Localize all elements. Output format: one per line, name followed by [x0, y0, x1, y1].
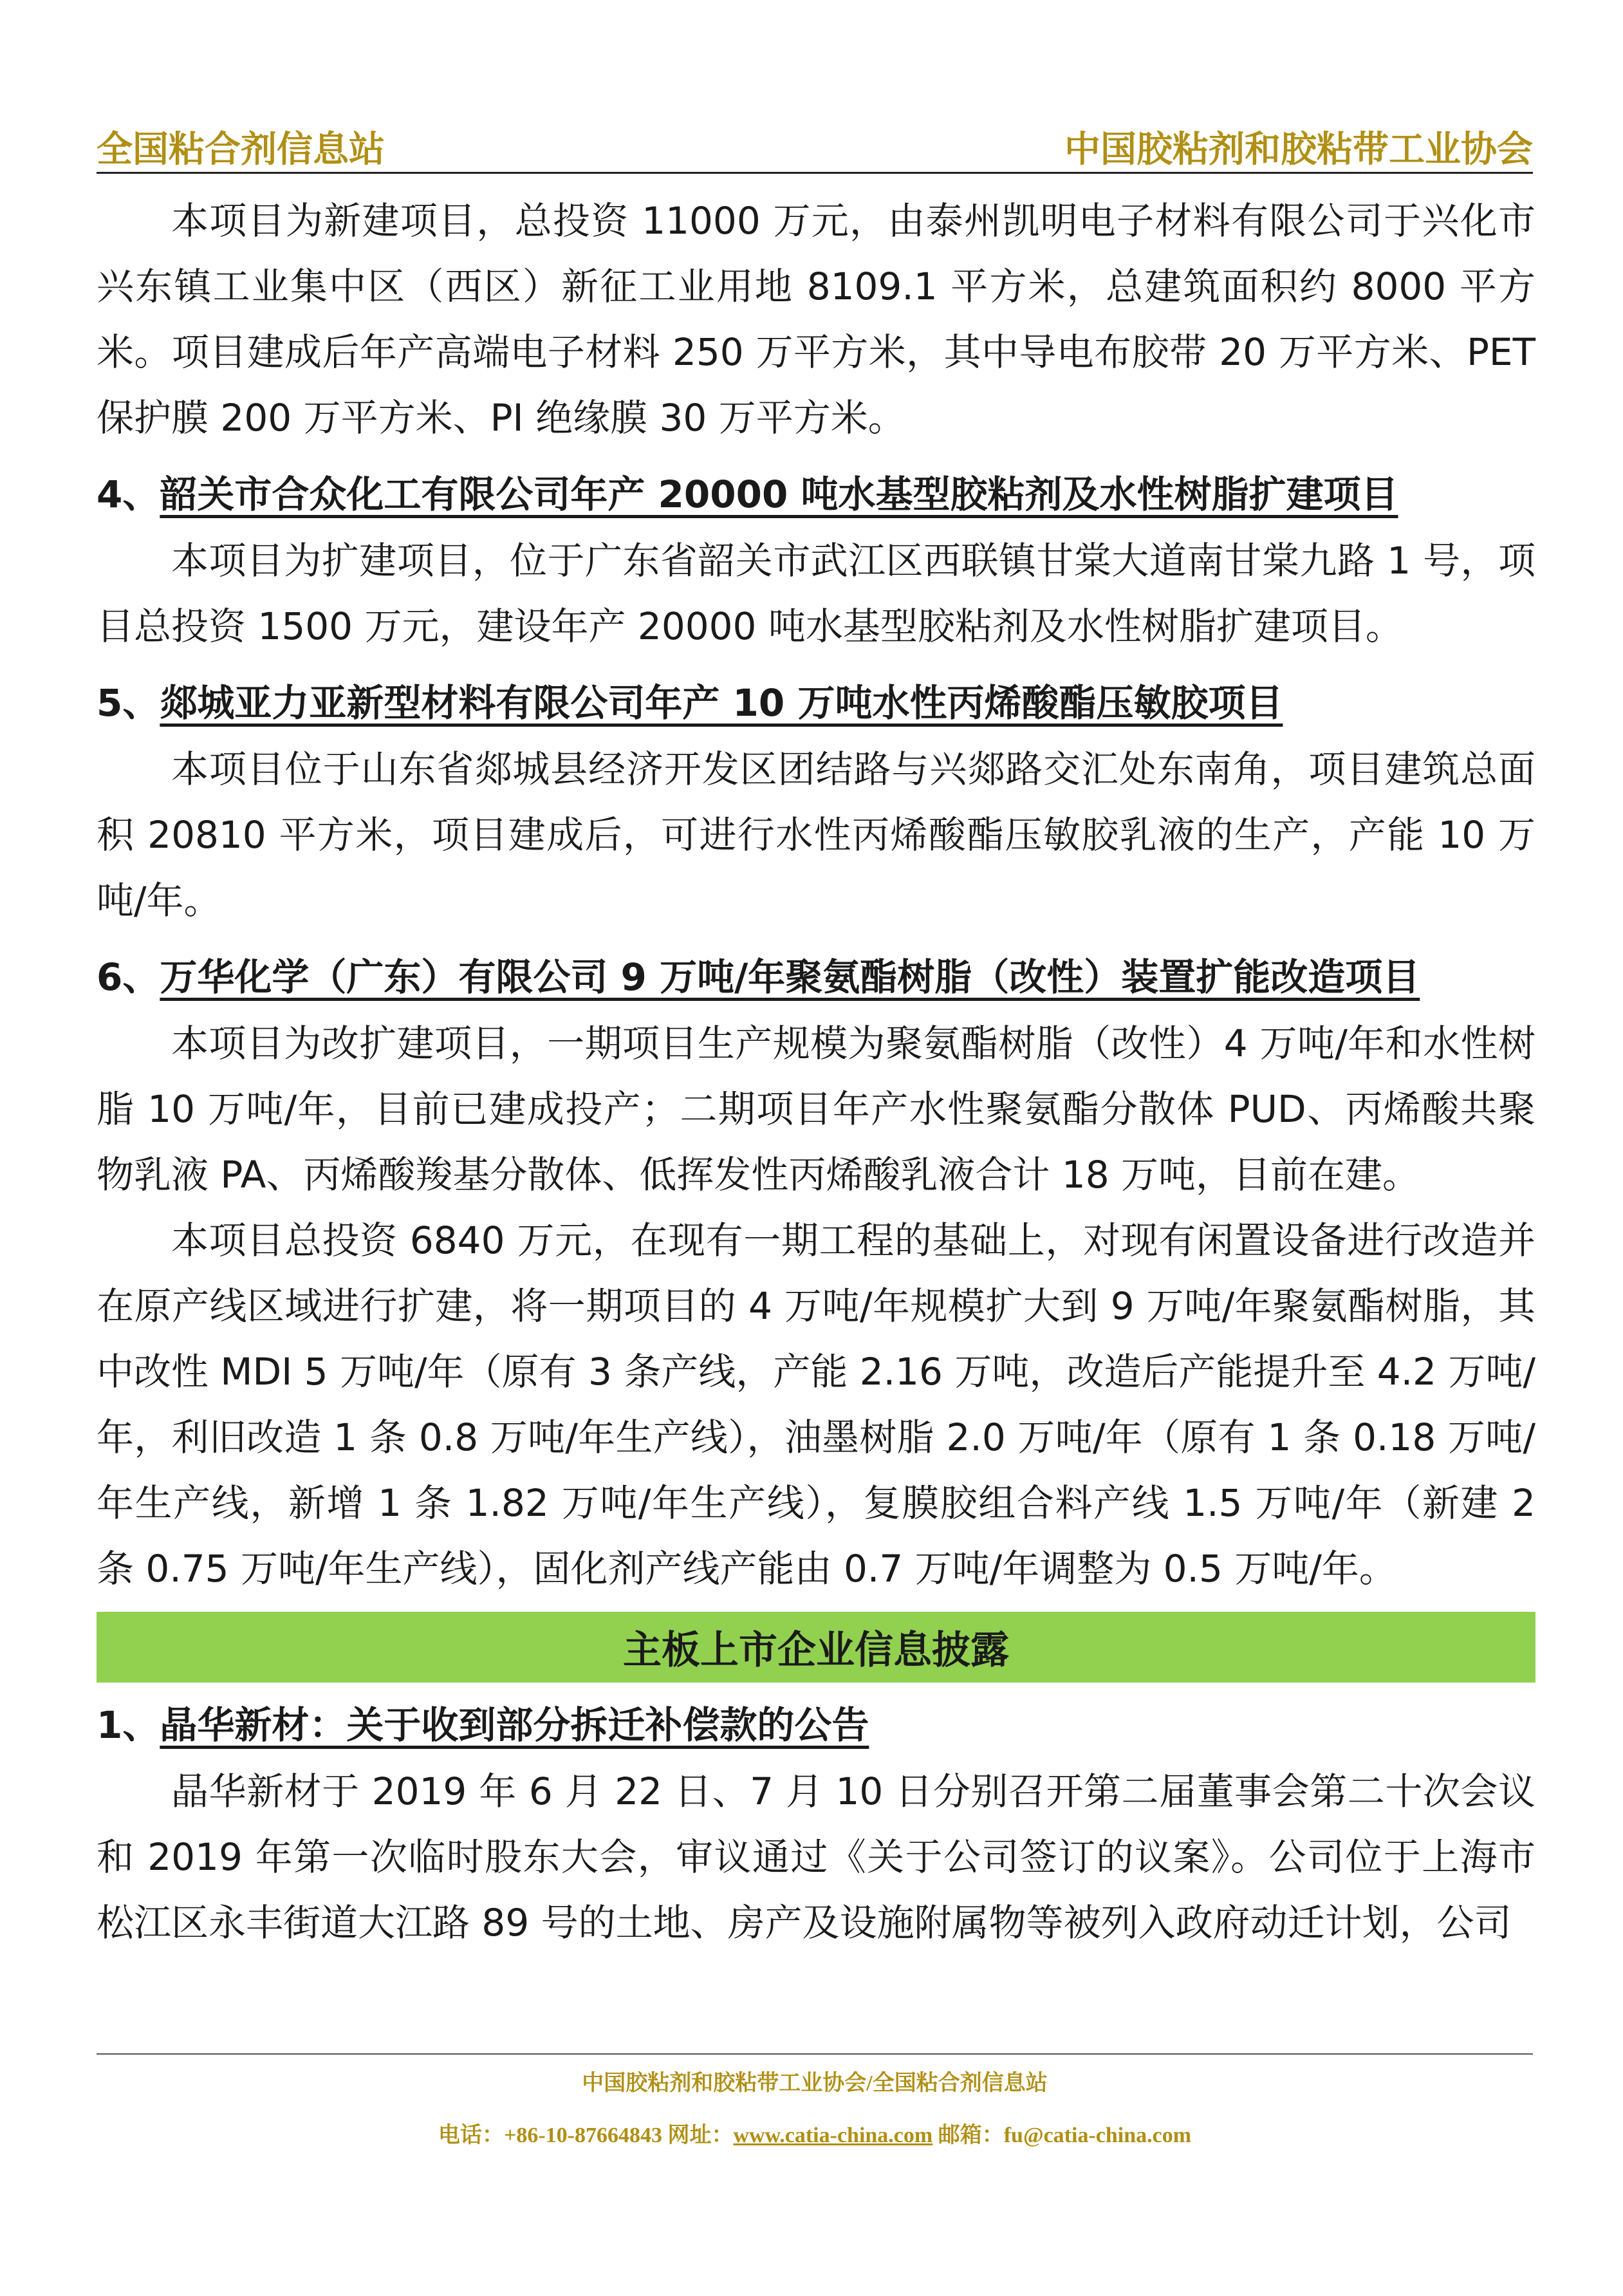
- heading-project-6: [97, 944, 1535, 1011]
- footer-organization: 中国胶粘剂和胶粘带工业协会/全国粘合剂信息站: [582, 2071, 1048, 2095]
- paragraph-project-5: 本项目位于山东省郯城县经济开发区团结路与兴郯路交汇处东南角，项目建筑总面积 20810 平方米，项目建成后，可进行水性丙烯酸酯压敏胶乳液的生产，产能 10 万吨/年。: [97, 747, 1535, 922]
- heading-text: 韶关市合众化工有限公司年产 20000 吨水基型胶粘剂及水性树脂扩建项目: [160, 472, 1398, 516]
- heading-number: 6、: [97, 955, 160, 999]
- heading-text: 晶华新材：关于收到部分拆迁补偿款的公告: [160, 1703, 869, 1747]
- paragraph-project-3: 本项目为新建项目，总投资 11000 万元，由泰州凯明电子材料有限公司于兴化市兴东镇工业集中区（西区）新征工业用地 8109.1 平方米，总建筑面积约 8000 平方米。项目建成后年产高端电子材料 250 万平方米，其中导电布胶带 20 万平方米、PET 保护膜 200 万平方米、PI 绝缘膜 30 万平方米。: [97, 199, 1535, 440]
- heading-number: 4、: [97, 472, 160, 516]
- footer-contact: [97, 2117, 1533, 2149]
- heading-project-4: [97, 461, 1535, 528]
- email-address: fu@catia-china.com: [1003, 2123, 1192, 2147]
- heading-main-board-1: [97, 1692, 1535, 1759]
- website-label: 网址：: [662, 2123, 734, 2147]
- phone-label: 电话：: [438, 2123, 504, 2147]
- paragraph-project-4: 本项目为扩建项目，位于广东省韶关市武江区西联镇甘棠大道南甘棠九路 1 号，项目总投资 1500 万元，建设年产 20000 吨水基型胶粘剂及水性树脂扩建项目。: [97, 539, 1535, 648]
- header-left-title: 全国粘合剂信息站: [97, 129, 385, 171]
- page-header: [97, 116, 1533, 174]
- website-link[interactable]: www.catia-china.com: [733, 2123, 933, 2147]
- header-right-title: 中国胶粘剂和胶粘带工业协会: [1064, 129, 1533, 171]
- page-footer: [97, 2053, 1533, 2149]
- header-rule: [97, 172, 1533, 174]
- heading-text: 郯城亚力亚新型材料有限公司年产 10 万吨水性丙烯酸酯压敏胶项目: [160, 681, 1283, 725]
- footer-rule: [97, 2053, 1533, 2055]
- phone-number: +86-10-87664843: [503, 2123, 662, 2147]
- paragraph-project-6b: 本项目总投资 6840 万元，在现有一期工程的基础上，对现有闲置设备进行改造并在原产线区域进行扩建，将一期项目的 4 万吨/年规模扩大到 9 万吨/年聚氨酯树脂，其中改性 MDI 5 万吨/年（原有 3 条产线，产能 2.16 万吨，改造后产能提升至 4.2 万吨/年，利旧改造 1 条 0.8 万吨/年生产线），油墨树脂 2.0 万吨/年（原有 1 条 0.18 万吨/年生产线，新增 1 条 1.82 万吨/年生产线），复膜胶组合料产线 1.5 万吨/年（新建 2 条 0.75 万吨/年生产线），固化剂产线产能由 0.7 万吨/年调整为 0.5 万吨/年。: [97, 1218, 1536, 1591]
- heading-text: 万华化学（广东）有限公司 9 万吨/年聚氨酯树脂（改性）装置扩能改造项目: [160, 955, 1420, 999]
- heading-number: 5、: [97, 681, 160, 725]
- heading-project-5: [97, 669, 1535, 736]
- heading-number: 1、: [97, 1703, 160, 1747]
- section-banner: 主板上市企业信息披露: [97, 1612, 1535, 1683]
- email-label: 邮箱：: [932, 2123, 1004, 2147]
- page-content: [97, 188, 1535, 1955]
- paragraph-main-board-1: 晶华新材于 2019 年 6 月 22 日、7 月 10 日分别召开第二届董事会第二十次会议和 2019 年第一次临时股东大会，审议通过《关于公司签订的议案》。公司位于上海市松江区永丰街道大江路 89 号的土地、房产及设施附属物等被列入政府动迁计划，公司: [97, 1769, 1535, 1945]
- paragraph-project-6a: 本项目为改扩建项目，一期项目生产规模为聚氨酯树脂（改性）4 万吨/年和水性树脂 10 万吨/年，目前已建成投产；二期项目年产水性聚氨酯分散体 PUD、丙烯酸共聚物乳液 PA、丙烯酸羧基分散体、低挥发性丙烯酸乳液合计 18 万吨，目前在建。: [97, 1022, 1535, 1197]
